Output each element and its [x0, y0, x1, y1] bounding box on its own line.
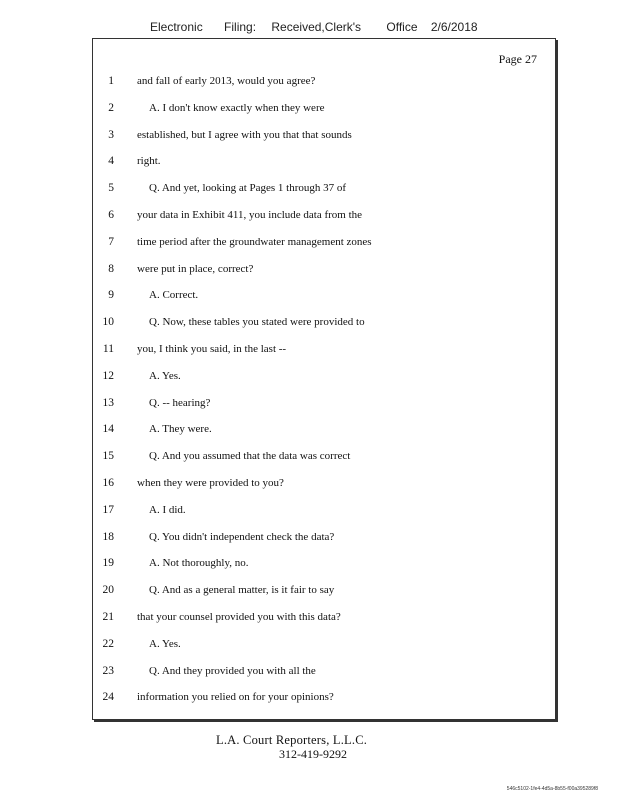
line-text: your data in Exhibit 411, you include data from the	[137, 208, 363, 221]
line-number: 8	[108, 262, 114, 275]
transcript-line	[93, 153, 555, 180]
line-number: 4	[108, 155, 114, 168]
filing-stamp-header	[150, 20, 478, 34]
line-number: 18	[102, 530, 114, 543]
line-number: 21	[102, 610, 114, 623]
line-number: 2	[108, 101, 114, 114]
transcript-line	[93, 555, 555, 582]
line-text: established, but I agree with you that that sounds	[137, 128, 352, 141]
transcript-lines	[93, 73, 555, 716]
transcript-line	[93, 368, 555, 395]
transcript-line	[93, 207, 555, 234]
line-number: 15	[102, 450, 114, 463]
filing-stamp-word-filing: Filing:	[224, 20, 257, 34]
line-number: 3	[108, 128, 114, 141]
line-number: 9	[108, 289, 114, 302]
transcript-line	[93, 689, 555, 716]
line-text: Q. And you assumed that the data was correct	[149, 450, 351, 463]
transcript-line	[93, 609, 555, 636]
line-text: when they were provided to you?	[137, 476, 284, 489]
transcript-line	[93, 73, 555, 100]
line-number: 6	[108, 208, 114, 221]
transcript-line	[93, 502, 555, 529]
line-text: Q. -- hearing?	[149, 396, 211, 409]
filing-stamp-word-received-clerks: Received,Clerk's	[271, 20, 362, 34]
line-text: time period after the groundwater management zones	[137, 235, 372, 248]
transcript-line	[93, 180, 555, 207]
line-text: A. I did.	[149, 503, 186, 516]
line-text: A. Correct.	[149, 289, 199, 302]
line-text: Q. And as a general matter, is it fair to say	[149, 584, 335, 597]
line-text: Q. You didn't independent check the data?	[149, 530, 335, 543]
line-text: that your counsel provided you with this data?	[137, 610, 341, 623]
line-text: right.	[137, 155, 161, 168]
transcript-line	[93, 663, 555, 690]
document-id: 546c5102-1fe4-4d5a-8b55-f00a395289f8	[506, 786, 598, 792]
transcript-line	[93, 100, 555, 127]
line-number: 12	[102, 369, 114, 382]
line-number: 5	[108, 182, 114, 195]
transcript-line	[93, 636, 555, 663]
line-number: 16	[102, 476, 114, 489]
footer-phone-number: 312-419-9292	[279, 747, 347, 761]
line-text: Q. And they provided you with all the	[149, 664, 316, 677]
footer-company-name: L.A. Court Reporters, L.L.C.	[216, 733, 368, 747]
line-text: you, I think you said, in the last --	[137, 342, 287, 355]
transcript-line	[93, 234, 555, 261]
line-number: 10	[102, 316, 114, 329]
page-number: Page 27	[498, 52, 537, 66]
filing-stamp-date: 2/6/2018	[430, 20, 478, 34]
line-number: 23	[102, 664, 114, 677]
transcript-line	[93, 127, 555, 154]
transcript-line	[93, 314, 555, 341]
filing-stamp-word-electronic: Electronic	[150, 20, 203, 34]
line-text: Q. Now, these tables you stated were provided to	[149, 316, 365, 329]
transcript-line	[93, 529, 555, 556]
transcript-line	[93, 395, 555, 422]
transcript-line	[93, 421, 555, 448]
line-text: A. They were.	[149, 423, 212, 436]
line-text: A. Yes.	[149, 369, 181, 382]
line-number: 1	[108, 75, 114, 87]
transcript-line	[93, 287, 555, 314]
transcript-page-frame	[92, 38, 556, 720]
filing-stamp-word-office: Office	[386, 20, 418, 34]
line-number: 13	[102, 396, 114, 409]
line-number: 11	[102, 342, 114, 355]
transcript-line	[93, 261, 555, 288]
line-number: 17	[102, 503, 114, 516]
line-number: 22	[102, 637, 114, 650]
line-number: 20	[102, 584, 114, 597]
line-number: 24	[102, 691, 114, 704]
transcript-line	[93, 475, 555, 502]
line-text: Q. And yet, looking at Pages 1 through 37 of	[149, 182, 347, 195]
line-number: 7	[108, 235, 114, 248]
line-text: A. I don't know exactly when they were	[149, 101, 325, 114]
line-number: 19	[102, 557, 114, 570]
line-text: were put in place, correct?	[137, 262, 254, 275]
line-text: A. Not thoroughly, no.	[149, 557, 249, 570]
transcript-line	[93, 341, 555, 368]
line-text: A. Yes.	[149, 637, 181, 650]
line-text: information you relied on for your opinions?	[137, 691, 334, 704]
line-text: and fall of early 2013, would you agree?	[137, 75, 316, 87]
line-number: 14	[102, 423, 114, 436]
transcript-line	[93, 448, 555, 475]
transcript-line	[93, 582, 555, 609]
